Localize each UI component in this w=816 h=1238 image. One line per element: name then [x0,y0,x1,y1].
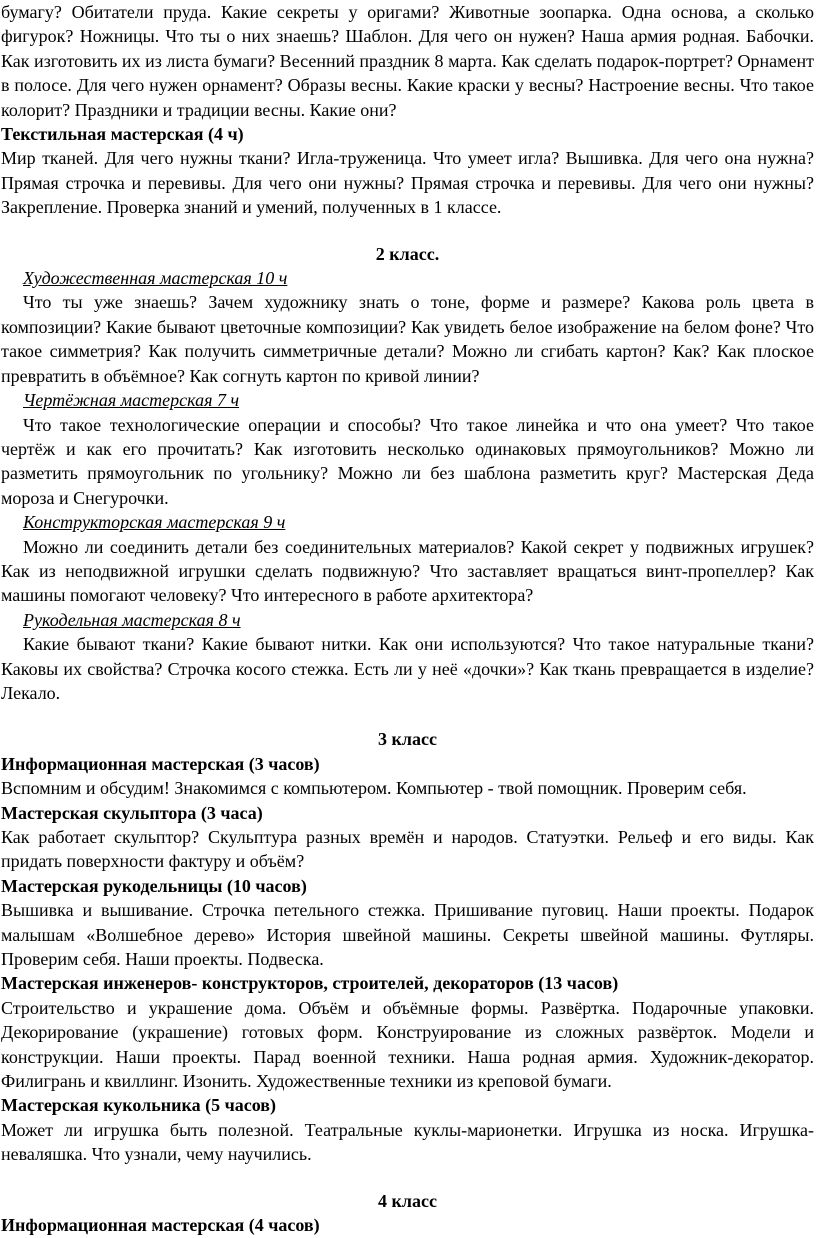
spacer [0,1167,816,1189]
needle-workshop-text: Какие бывают ткани? Какие бывают нитки. Как они используются? Что такое натуральные ткани? Каковы их свойства? Строчка косого стежка. Есть ли у неё «дочки»? Как ткань превращается в изделие? Лекало. [1,634,814,703]
textile-heading: Текстильная мастерская (4 ч) [1,124,244,145]
design-workshop-heading: Конструкторская мастерская 9 ч [23,512,286,533]
class4-title: 4 класс [378,1190,437,1211]
needle-workshop-heading: Рукодельная мастерская 8 ч [23,609,241,630]
design-workshop-text: Можно ли соединить детали без соединительных материалов? Какой секрет у подвижных игрушек? Как из неподвижной игрушки сделать подвижную? Что заставляет вращаться винт-пропеллер? Как машины помогают человеку? Что интересного в работе архитектора? [1,536,814,606]
needlewoman-workshop-heading: Мастерская рукодельницы (10 часов) [1,875,307,896]
art-workshop-heading: Художественная мастерская 10 ч [23,268,288,289]
class3-title: 3 класс [378,729,437,750]
drawing-workshop-text: Что такое технологические операции и способы? Что такое линейка и что она умеет? Что такое чертёж и как его прочитать? Как изготовить несколько одинаковых прямоугольников? Можно ли разметить прямоугольник по угольнику? Можно ли без шаблона разметить круг? Мастерская Деда мороза и Снегурочки. [1,414,814,508]
needlewoman-workshop-text: Вышивка и вышивание. Строчка петельного стежка. Пришивание пуговиц. Наши проекты. Подарок малышам «Волшебное дерево» История швейной машины. Секреты швейной машины. Футляры. Проверим себя. Наши проекты. Подвеска. [1,900,814,970]
textile-paragraph: Мир тканей. Для чего нужны ткани? Игла-труженица. Что умеет игла? Вышивка. Для чего она нужна? Прямая строчка и перевивы. Для чего они нужны? Прямая строчка и перевивы. Для чего они нужны? Закрепление. Проверка знаний и умений, полученных в 1 классе. [1,148,814,218]
spacer [0,705,816,727]
engineers-workshop-heading: Мастерская инженеров- конструкторов, строителей, декораторов (13 часов) [1,973,619,994]
sculptor-workshop-heading: Мастерская скульптора (3 часа) [1,802,263,823]
drawing-workshop-heading: Чертёжная мастерская 7 ч [23,390,240,411]
engineers-workshop-text: Строительство и украшение дома. Объём и объёмные формы. Развёртка. Подарочные упаковки. Декорирование (украшение) готовых форм. Конструирование из сложных развёрток. Модели и конструкции. Наши проекты. Парад военной техники. Наша родная армия. Художник-декоратор. Филигрань и квиллинг. Изонить. Художественные техники из креповой бумаги. [1,997,814,1092]
intro-paragraph: бумагу? Обитатели пруда. Какие секреты у оригами? Животные зоопарка. Одна основа, а сколько фигурок? Ножницы. Что ты о них знаешь? Шаблон. Для чего он нужен? Наша армия родная. Бабочки. Как изготовить их из листа бумаги? Весенний праздник 8 марта. Как сделать подарок-портрет? Орнамент в полосе. Для чего нужен орнамент? Образы весны. Какие краски у весны? Настроение весны. Что такое колорит? Праздники и традиции весны. Какие они? [1,2,814,120]
class2-title: 2 класс. [375,243,440,264]
class4-info-workshop-heading: Информационная мастерская (4 часов) [1,1215,320,1236]
puppeteer-workshop-heading: Мастерская кукольника (5 часов) [1,1095,277,1116]
art-workshop-text: Что ты уже знаешь? Зачем художнику знать о тоне, форме и размере? Какова роль цвета в композиции? Какие бывают цветочные композиции? Как увидеть белое изображение на белом фоне? Что такое симметрия? Как получить симметричные детали? Можно ли сгибать картон? Как? Как плоское превратить в объёмное? Как согнуть картон по кривой линии? [1,292,814,386]
info-workshop-text: Вспомним и обсудим! Знакомимся с компьютером. Компьютер - твой помощник. Проверим себя. [1,778,747,799]
puppeteer-workshop-text: Может ли игрушка быть полезной. Театральные куклы-марионетки. Игрушка из носка. Игрушка-неваляшка. Что узнали, чему научились. [1,1119,814,1165]
sculptor-workshop-text: Как работает скульптор? Скульптура разных времён и народов. Статуэтки. Рельеф и его виды. Как придать поверхности фактуру и объём? [1,827,814,872]
info-workshop-heading: Информационная мастерская (3 часов) [1,753,320,774]
spacer [0,220,816,242]
